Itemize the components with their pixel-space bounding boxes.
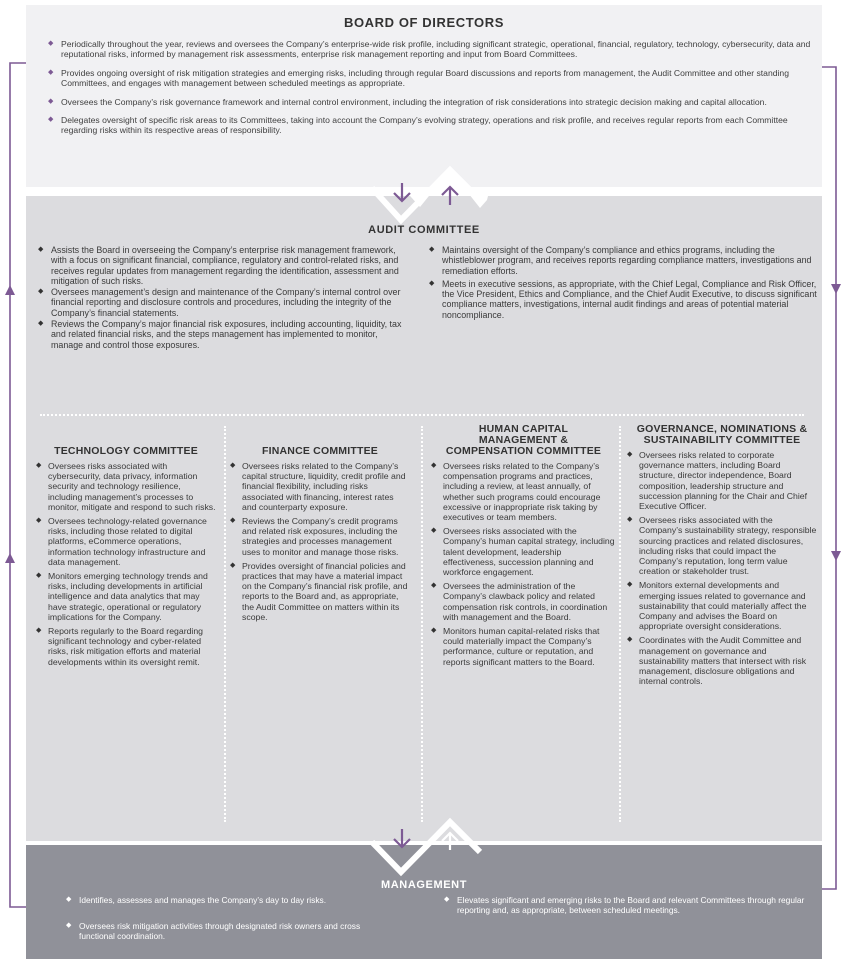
technology-committee [36,424,216,671]
committee-item: ◆ Oversees risks associated with the Company’s human capital strategy, including talent development, leadership effectiveness, succession planning and workforce engagement. [431,526,616,577]
committee-item: ◆ Reviews the Company’s credit programs and related risk exposures, including the strategies and processes management uses to monitor and manage those risks. [230,516,410,557]
finance-committee [230,424,410,626]
committee-list [230,461,410,622]
committee-item: ◆ Coordinates with the Audit Committee and management on governance and sustainability matters that intersect with risk management, disclosure obligations and internal controls. [627,635,817,686]
board-item: ◆ Periodically throughout the year, reviews and oversees the Company’s enterprise-wide risk profile, including significant strategic, operational, financial, regulatory, technology, cybersecurity, data and reputational risks, informed by management risk assessments, enterprise risk management reporting and input from Board Committees. [48,39,818,60]
committee-list [36,461,216,667]
audit-item: ◆ Oversees management’s design and maintenance of the Company’s internal control over financial reporting and disclosure controls and procedures, including the integrity of the Company’s financial statements. [38,287,408,318]
audit-committee-panel [26,196,822,841]
board-item: ◆ Oversees the Company’s risk governance framework and internal control environment, including the integration of risk considerations into strategic decision making and capital allocation. [48,97,818,107]
management-title: MANAGEMENT [380,879,468,891]
committee-item: ◆ Oversees the administration of the Company’s clawback policy and related compensation risk controls, in coordination with management and the Board. [431,581,616,622]
management-right-list [444,895,814,931]
committee-item: ◆ Oversees risks associated with the Company’s sustainability strategy, responsible sourcing practices and related disclosures, including risks that could impact the Company’s reputation, long term value creation or stakeholder trust. [627,515,817,576]
committee-title: GOVERNANCE, NOMINATIONS & SUSTAINABILITY COMMITTEE [636,423,808,446]
audit-right-list [429,245,817,323]
management-item: ◆ Elevates significant and emerging risks to the Board and relevant Committees through regular reporting and, as appropriate, between scheduled meetings. [444,895,814,915]
management-item: ◆ Identifies, assesses and manages the Company’s day to day risks. [66,895,386,905]
governance-committee [627,424,817,690]
committee-item: ◆ Monitors human capital-related risks that could materially impact the Company’s performance, culture or reputation, and reports significant matters to the Board. [431,626,616,667]
management-left-list [66,895,386,957]
committee-item: ◆ Monitors emerging technology trends and risks, including developments in artificial intelligence and data analytics that may have strategic, operational or regulatory implications for the Company. [36,571,216,622]
board-of-directors-panel [26,5,822,187]
dotted-divider [421,426,423,822]
arrow-up-icon [5,285,15,295]
audit-item: ◆ Maintains oversight of the Company’s compliance and ethics programs, including the whistleblower program, and receives reports regarding compliance matters, investigations and remediation efforts. [429,245,817,276]
committee-list [627,450,817,686]
right-flow-line [822,67,836,889]
committee-item: ◆ Oversees risks related to the Company’s capital structure, liquidity, credit profile and financial flexibility, including risks associated with financing, interest rates and counterparty exposure. [230,461,410,512]
audit-item: ◆ Reviews the Company’s major financial risk exposures, including accounting, liquidity, tax and related financial risks, and the steps management has implemented to monitor, manage and control those exposures. [38,319,408,350]
arrow-down-icon [831,284,841,294]
committee-title: HUMAN CAPITAL MANAGEMENT & COMPENSATION COMMITTEE [445,423,602,457]
dotted-divider [224,426,226,822]
arrow-up-icon [5,553,15,563]
board-list [48,39,818,144]
committee-item: ◆ Oversees risks associated with cybersecurity, data privacy, information security and technology resilience, including management’s processes to monitor, mitigate and respond to such risks. [36,461,216,512]
dotted-divider [40,414,804,416]
committee-item: ◆ Monitors external developments and emerging issues related to governance and sustainability that could materially affect the Company and advises the Board on appropriate oversight considerations. [627,580,817,631]
audit-item: ◆ Meets in executive sessions, as appropriate, with the Chief Legal, Compliance and Risk Officer, the Vice President, Ethics and Compliance, and the Chief Audit Executive, to discuss significant compliance matters, investigations, internal audit findings and areas of potential material noncompliance. [429,279,817,320]
committee-title: TECHNOLOGY COMMITTEE [54,445,198,457]
board-item: ◆ Delegates oversight of specific risk areas to its Committees, taking into account the Company’s evolving strategy, operations and risk profile, and receives regular reports from each Committee regarding risks within its respective areas of responsibility. [48,115,818,136]
audit-left-list [38,245,408,351]
audit-item: ◆ Assists the Board in overseeing the Company’s enterprise risk management framework, with a focus on significant financial, compliance, regulatory and control-related risks, and receives regular updates from management regarding the identification, assessment and mitigation of such risks. [38,245,408,286]
management-item: ◆ Oversees risk mitigation activities through designated risk owners and cross functional coordination. [66,921,386,941]
committee-title: FINANCE COMMITTEE [262,445,378,457]
human-capital-committee [431,424,616,671]
board-item: ◆ Provides ongoing oversight of risk mitigation strategies and emerging risks, including through regular Board discussions and reports from management, the Audit Committee and other standing Committees, and engages with management between scheduled meetings as appropriate. [48,68,818,89]
committee-item: ◆ Oversees technology-related governance risks, including those related to digital platforms, eCommerce operations, information technology infrastructure and data management. [36,516,216,567]
audit-title: AUDIT COMMITTEE [368,224,480,236]
management-panel [26,845,822,959]
committee-item: ◆ Oversees risks related to the Company’s compensation programs and practices, including a review, at least annually, of whether such programs could encourage excessive or inappropriate risk taking by executives or team members. [431,461,616,522]
committee-list [431,461,616,667]
board-title: BOARD OF DIRECTORS [343,15,505,30]
committee-item: ◆ Provides oversight of financial policies and practices that may have a material impact on the Company’s financial risk profile, and reports to the Board and, as appropriate, the Audit Committee on matters within its scope. [230,561,410,622]
left-flow-line [10,63,26,907]
arrow-down-icon [831,551,841,561]
committee-item: ◆ Oversees risks related to corporate governance matters, including Board structure, director independence, Board composition, leadership structure and succession planning for the Chair and Chief Executive Officer. [627,450,817,511]
committee-item: ◆ Reports regularly to the Board regarding significant technology and cyber-related risks, risk mitigation efforts and material developments within its oversight remit. [36,626,216,667]
dotted-divider [619,426,621,822]
